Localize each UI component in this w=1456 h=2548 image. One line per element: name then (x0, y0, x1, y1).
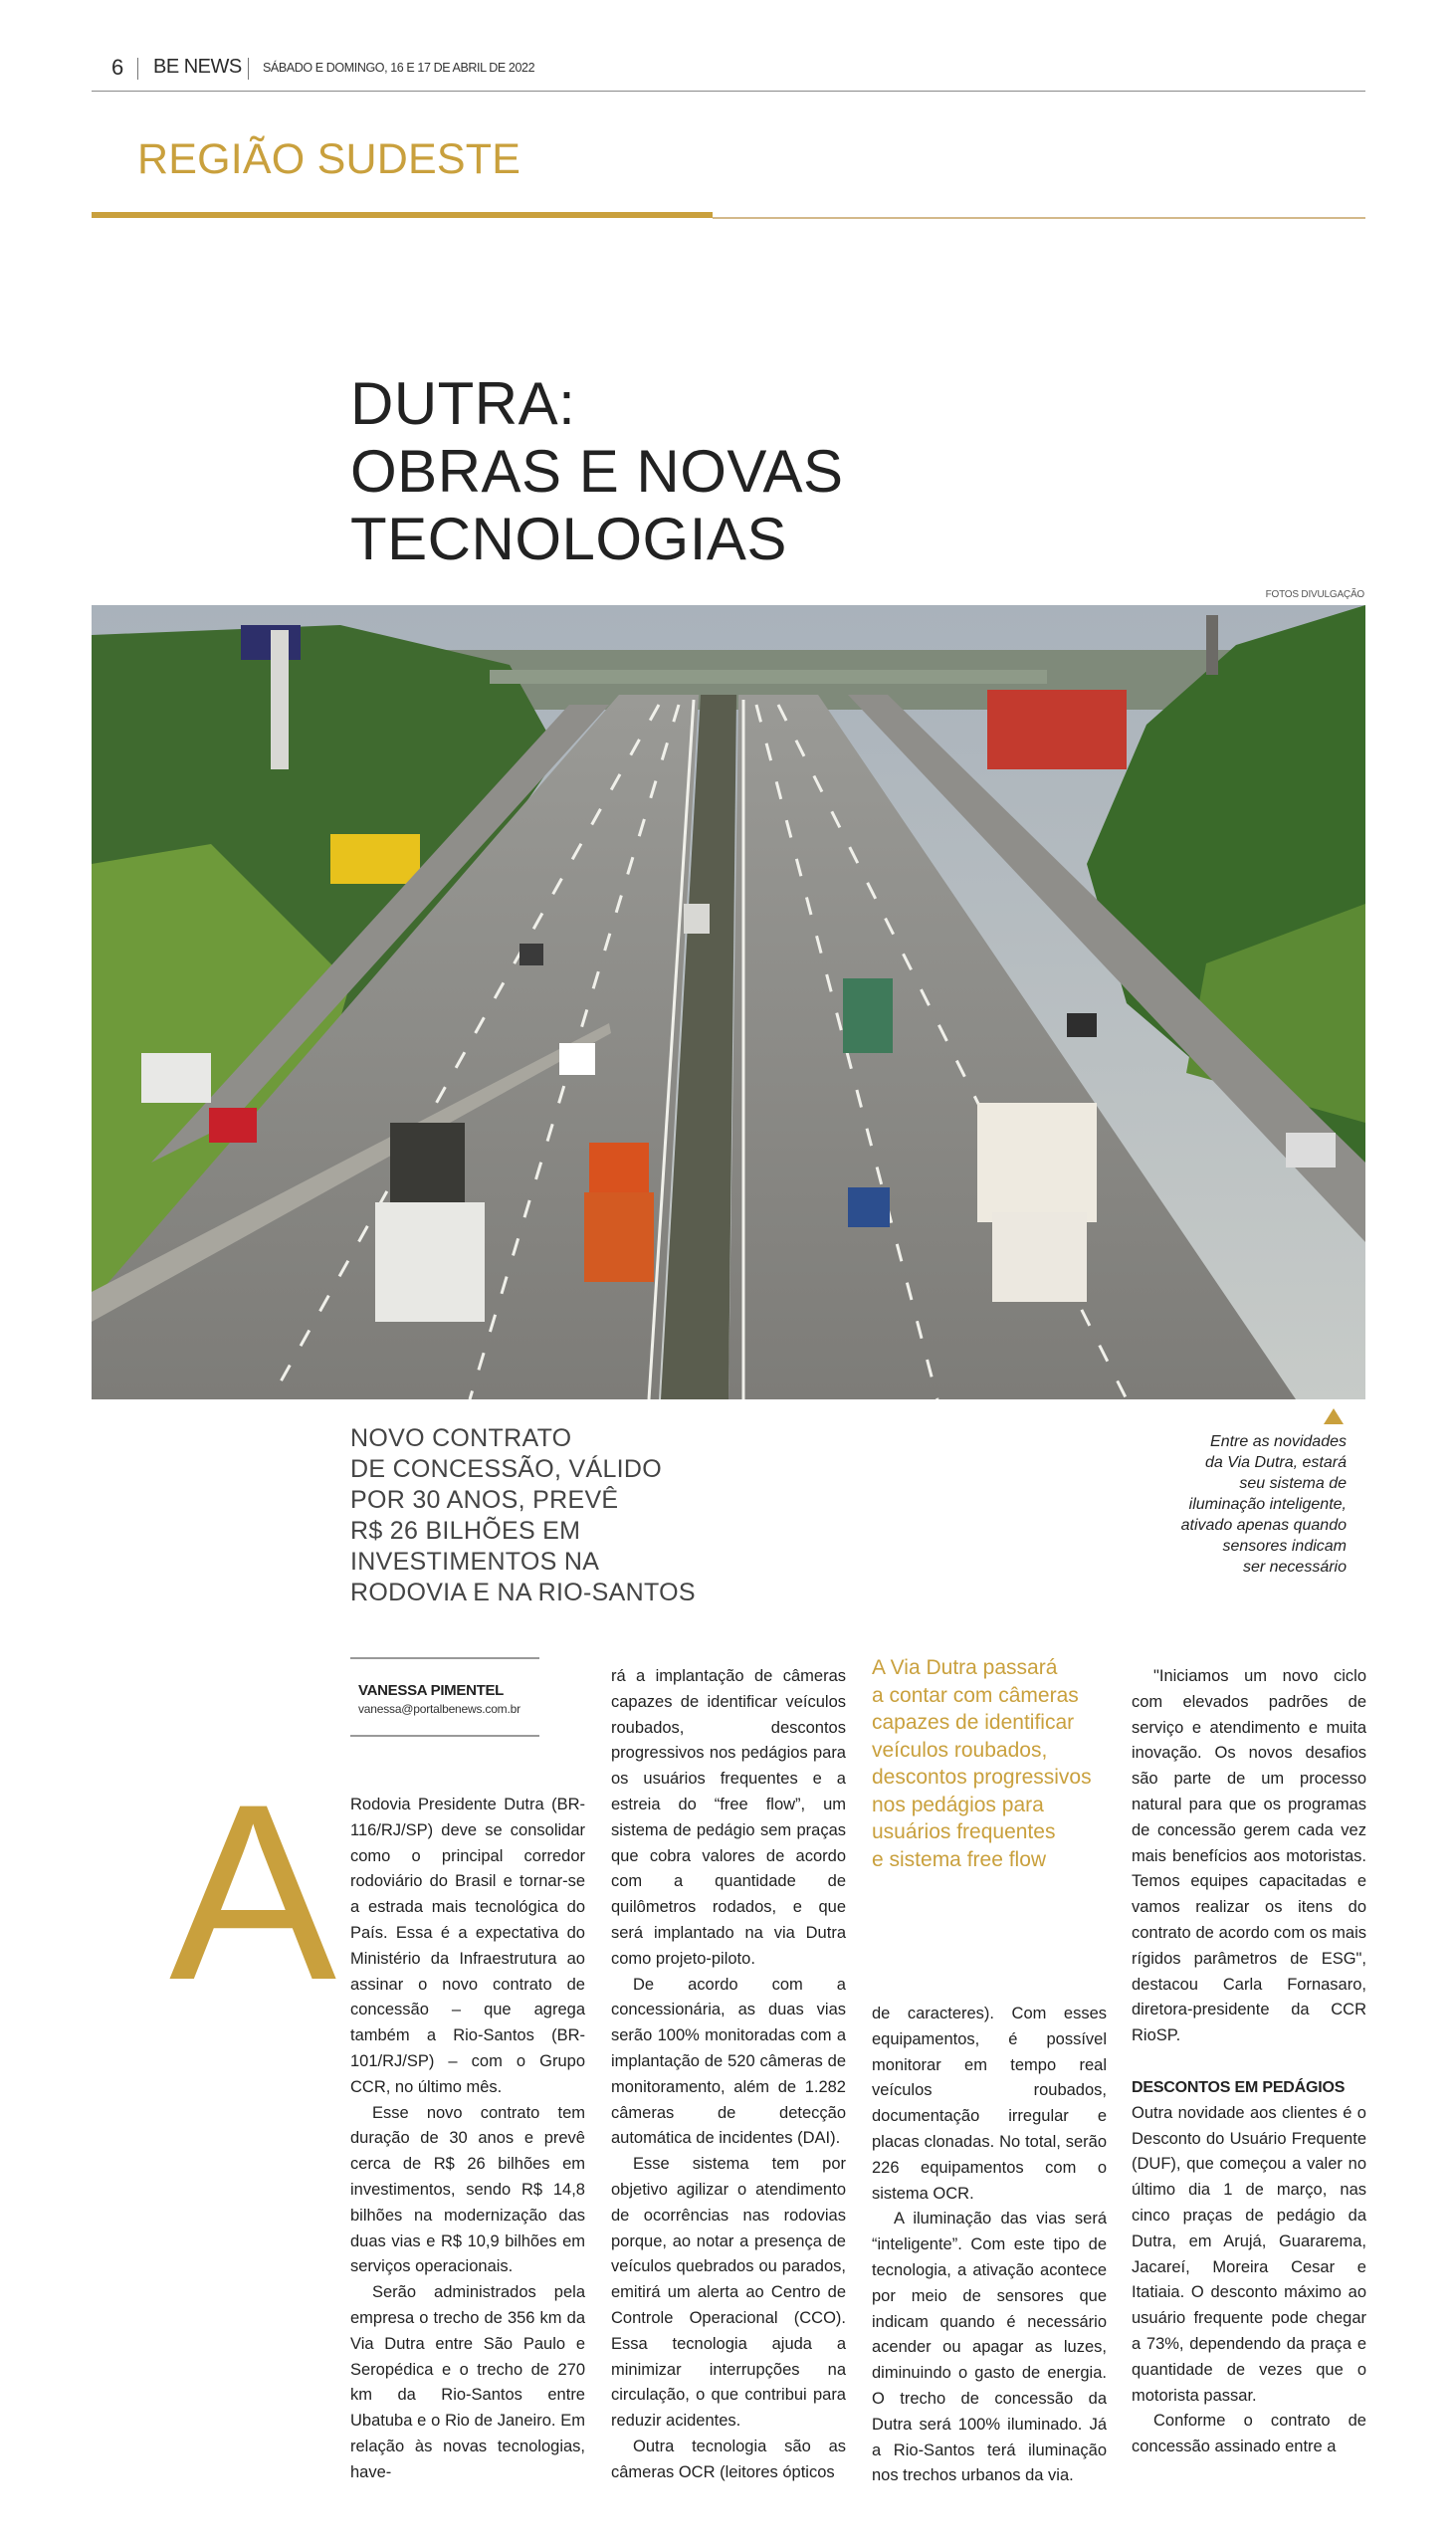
paragraph: Outra novidade aos clientes é o Desconto do Usuário Frequente (DUF), que começou a valer no último dia 1 de março, nas cinco praças de pedágio da Dutra, em Arujá, Guararema, Jacareí, Moreira Cesar e Itatiaia. O desconto máximo ao usuário frequente pode chegar a 73%, dependendo da praça e quantidade de vezes que o motorista passar. (1132, 2103, 1366, 2405)
author-email[interactable]: vanessa@portalbenews.com.br (358, 1702, 520, 1716)
subhead-line: INVESTIMENTOS NA (350, 1548, 600, 1576)
pull-quote-line: veículos roubados, (872, 1738, 1048, 1762)
pull-quote-line: e sistema free flow (872, 1847, 1047, 1871)
byline (350, 1657, 539, 1737)
caption-line: ativado apenas quando (1180, 1517, 1347, 1534)
subhead-line: R$ 26 BILHÕES EM (350, 1517, 581, 1545)
caption-line: iluminação inteligente, (1188, 1496, 1347, 1513)
section-subtitle: DESCONTOS EM PEDÁGIOS (1132, 2078, 1346, 2096)
author-name: VANESSA PIMENTEL (358, 1682, 505, 1699)
article-column-4 (1132, 1664, 1366, 2460)
section-rule-accent (92, 212, 713, 218)
pull-quote-line: a contar com câmeras (872, 1683, 1079, 1707)
paragraph-spacer (1132, 2049, 1366, 2075)
article-column-3 (872, 2002, 1107, 2489)
paragraph: rá a implantação de câmeras capazes de identificar veículos roubados, descontos progressivos nos pedágios para os usuários frequentes e a estreia do “free flow”, um sistema de pedágio sem praças que cobra valores de acordo com a quantidade de quilômetros rodados, e que será implantado na via Dutra como projeto-piloto. (611, 1667, 846, 1968)
article-headline (350, 370, 844, 573)
subhead-line: POR 30 ANOS, PREVÊ (350, 1486, 619, 1514)
headline-line: OBRAS E NOVAS (350, 438, 844, 505)
photo-caption (1108, 1431, 1347, 1578)
paragraph: Esse sistema tem por objetivo agilizar o atendimento de ocorrências nas rodovias porque, ao notar a presença de veículos quebrados ou parados, emitirá um alerta ao Centro de Controle Operacional (CCO). Essa tecnologia ajuda a minimizar interrupções na circulação, o que contribui para reduzir acidentes. (611, 2155, 846, 2431)
pull-quote-line: A Via Dutra passará (872, 1656, 1058, 1679)
paragraph: Serão administrados pela empresa o trecho de 356 km da Via Dutra entre São Paulo e Seropédica e o trecho de 270 km da Rio-Santos entre Ubatuba e o Rio de Janeiro. Em relação às novas tecnologias, have- (350, 2283, 585, 2481)
caption-line: da Via Dutra, estará (1204, 1454, 1347, 1471)
paragraph: A iluminação das vias será “inteligente”. Com este tipo de tecnologia, a ativação acontece por meio de sensores que indicam quando é necessário acender ou apagar as luzes, diminuindo o gasto de energia. O trecho de concessão da Dutra será 100% iluminado. Já a Rio-Santos terá iluminação nos trechos urbanos da via. (872, 2210, 1107, 2485)
subhead-line: NOVO CONTRATO (350, 1424, 572, 1452)
caption-line: seu sistema de (1239, 1475, 1347, 1492)
highway-photo-illustration (92, 605, 1365, 1399)
subhead-line: DE CONCESSÃO, VÁLIDO (350, 1455, 663, 1483)
paragraph: Rodovia Presidente Dutra (BR-116/RJ/SP) deve se consolidar como o principal corredor rodoviário do Brasil e tornar-se a estrada mais tecnológica do País. Essa é a expectativa do Ministério da Infraestrutura ao assinar o novo contrato de concessão – que agrega também a Rio-Santos (BR-101/RJ/SP) – com o Grupo CCR, no último mês. (350, 1796, 585, 2096)
article-column-1 (350, 1793, 585, 2486)
article-photo (92, 605, 1365, 1399)
edition-date: SÁBADO E DOMINGO, 16 E 17 DE ABRIL DE 2022 (263, 61, 535, 75)
subhead-line: RODOVIA E NA RIO-SANTOS (350, 1579, 696, 1606)
section-rule (713, 217, 1365, 219)
headline-line: DUTRA: (350, 370, 576, 437)
article-subhead (350, 1423, 696, 1608)
drop-cap: A (169, 1753, 337, 2032)
article-column-2 (611, 1664, 846, 2486)
pull-quote (872, 1654, 1121, 1873)
page-number: 6 (111, 55, 124, 80)
paragraph: Conforme o contrato de concessão assinado entre a (1132, 2412, 1366, 2456)
paragraph: De acordo com a concessionária, as duas vias serão 100% monitoradas com a implantação de 520 câmeras de monitoramento, além de 1.282 câmeras de detecção automática de incidentes (DAI). (611, 1975, 846, 2148)
page-header (92, 52, 1365, 92)
caption-line: sensores indicam (1222, 1538, 1347, 1555)
pull-quote-line: capazes de identificar (872, 1711, 1075, 1734)
pull-quote-line: descontos progressivos (872, 1766, 1092, 1789)
header-divider (248, 58, 249, 80)
pull-quote-line: nos pedágios para (872, 1793, 1044, 1816)
paragraph: "Iniciamos um novo ciclo com elevados padrões de serviço e atendimento e muita inovação. Os novos desafios são parte de um processo natural para que os programas de concessão gerem cada vez mais benefícios aos motoristas. Temos equipes capacitadas e vamos realizar os itens do contrato de acordo com os mais rígidos parâmetros de ESG", destacou Carla Fornasaro, diretora-presidente da CCR RioSP. (1132, 1667, 1366, 2045)
photo-credit: FOTOS DIVULGAÇÃO (1265, 589, 1364, 600)
caption-line: ser necessário (1242, 1559, 1347, 1576)
publication-name: BE NEWS (153, 56, 242, 78)
caption-line: Entre as novidades (1210, 1433, 1347, 1450)
pull-quote-line: usuários frequentes (872, 1820, 1056, 1843)
section-title: REGIÃO SUDESTE (137, 135, 521, 183)
headline-line: TECNOLOGIAS (350, 506, 787, 572)
paragraph: de caracteres). Com esses equipamentos, é possível monitorar em tempo real veículos roubados, documentação irregular e placas clonadas. No total, serão 226 equipamentos com o sistema OCR. (872, 2005, 1107, 2203)
paragraph: Esse novo contrato tem duração de 30 anos e prevê cerca de R$ 26 bilhões em investimentos, sendo R$ 14,8 bilhões na modernização das duas vias e R$ 10,9 bilhões em serviços operacionais. (350, 2103, 585, 2276)
header-divider (137, 58, 138, 80)
paragraph: Outra tecnologia são as câmeras OCR (leitores ópticos (611, 2437, 846, 2481)
caption-arrow-icon (1324, 1408, 1344, 1424)
